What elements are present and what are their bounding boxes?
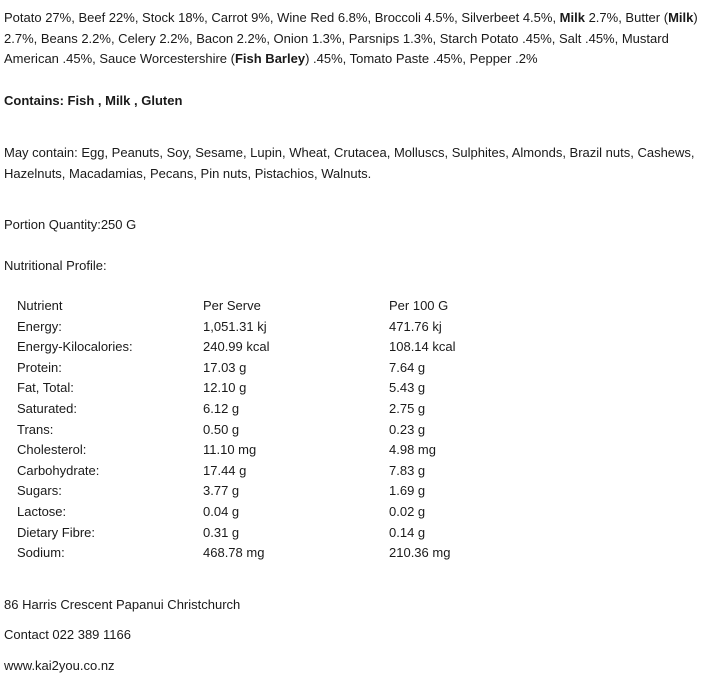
- per-100g-value: 7.64 g: [389, 359, 426, 375]
- table-row: [17, 543, 456, 564]
- per-100g-value: 5.43 g: [389, 380, 426, 396]
- allergen-highlight: Fish Barley: [234, 51, 306, 66]
- table-row: [17, 378, 456, 399]
- per-serve-value: 1,051.31 kj: [203, 318, 267, 334]
- header-per-serve: Per Serve: [203, 298, 261, 314]
- per-serve-value: 3.77 g: [203, 483, 240, 499]
- nutrient-name: Trans:: [17, 421, 54, 437]
- per-serve-value: 0.31 g: [203, 524, 240, 540]
- per-100g-value: 0.23 g: [389, 421, 426, 437]
- nutrient-name: Saturated:: [17, 401, 77, 417]
- table-row: [17, 337, 456, 358]
- per-100g-value: 7.83 g: [389, 462, 426, 478]
- per-100g-value: 2.75 g: [389, 401, 426, 417]
- per-serve-value: 468.78 mg: [203, 545, 265, 561]
- per-serve-value: 17.44 g: [203, 462, 247, 478]
- nutrient-name: Lactose:: [17, 503, 67, 519]
- table-row: [17, 440, 456, 461]
- per-100g-value: 4.98 mg: [389, 442, 436, 458]
- per-serve-value: 11.10 mg: [203, 442, 257, 458]
- per-serve-value: 17.03 g: [203, 359, 247, 375]
- ingredients-text: [4, 8, 700, 70]
- allergen-highlight: Milk: [668, 10, 694, 25]
- per-serve-value: 0.50 g: [203, 421, 240, 437]
- per-100g-value: 0.14 g: [389, 524, 426, 540]
- per-100g-value: 0.02 g: [389, 503, 426, 519]
- table-row: [17, 502, 456, 523]
- per-serve-value: 6.12 g: [203, 401, 240, 417]
- allergen-highlight: Milk: [559, 10, 585, 25]
- business-address: 86 Harris Crescent Papanui Christchurch: [4, 597, 241, 612]
- per-serve-value: 12.10 g: [203, 380, 247, 396]
- allergen-contains: Contains: Fish , Milk , Gluten: [4, 93, 183, 108]
- nutrient-name: Sugars:: [17, 483, 62, 499]
- nutrient-name: Sodium:: [17, 545, 65, 561]
- table-row: [17, 461, 456, 482]
- nutrient-name: Energy-Kilocalories:: [17, 339, 133, 355]
- nutrient-name: Dietary Fibre:: [17, 524, 96, 540]
- per-100g-value: 108.14 kcal: [389, 339, 456, 355]
- ingredients-segment: ) 2.7%, Beans 2.2%, Celery 2.2%, Bacon 2.2%, Onion 1.3%, Parsnips 1.3%, Starch Potato .45%, Salt .45%, Mustard American .45%, Sauce Worcestershire (: [4, 10, 698, 66]
- per-100g-value: 1.69 g: [389, 483, 426, 499]
- ingredients-segment: ) .45%, Tomato Paste .45%, Pepper .2%: [305, 51, 538, 66]
- per-100g-value: 210.36 mg: [389, 545, 451, 561]
- ingredients-segment: Potato 27%, Beef 22%, Stock 18%, Carrot 9%, Wine Red 6.8%, Broccoli 4.5%, Silverbeet 4.5%,: [4, 10, 560, 25]
- nutrition-rows: [17, 317, 456, 564]
- table-row: [17, 317, 456, 338]
- nutrient-name: Energy:: [17, 318, 62, 334]
- nutritional-profile-label: Nutritional Profile:: [4, 258, 107, 273]
- per-serve-value: 240.99 kcal: [203, 339, 270, 355]
- contact-phone: Contact 022 389 1166: [4, 627, 131, 642]
- per-100g-value: 471.76 kj: [389, 318, 442, 334]
- allergen-may-contain: May contain: Egg, Peanuts, Soy, Sesame, Lupin, Wheat, Crutacea, Molluscs, Sulphites, Almonds, Brazil nuts, Cashews, Hazelnuts, Macadamias, Pecans, Pin nuts, Pistachios, Walnuts.: [4, 145, 695, 181]
- table-row: [17, 399, 456, 420]
- nutrient-name: Carbohydrate:: [17, 462, 100, 478]
- header-nutrient: Nutrient: [17, 298, 63, 314]
- header-per-100g: Per 100 G: [389, 298, 449, 314]
- nutrition-header-row: [17, 296, 456, 317]
- nutrient-name: Cholesterol:: [17, 442, 87, 458]
- table-row: [17, 523, 456, 544]
- nutrition-table: [17, 296, 456, 564]
- per-serve-value: 0.04 g: [203, 503, 240, 519]
- table-row: [17, 481, 456, 502]
- nutrient-name: Protein:: [17, 359, 62, 375]
- ingredients-segment: 2.7%, Butter (: [584, 10, 669, 25]
- portion-quantity: Portion Quantity:250 G: [4, 217, 137, 232]
- nutrient-name: Fat, Total:: [17, 380, 74, 396]
- website-link[interactable]: www.kai2you.co.nz: [4, 658, 115, 673]
- table-row: [17, 420, 456, 441]
- table-row: [17, 358, 456, 379]
